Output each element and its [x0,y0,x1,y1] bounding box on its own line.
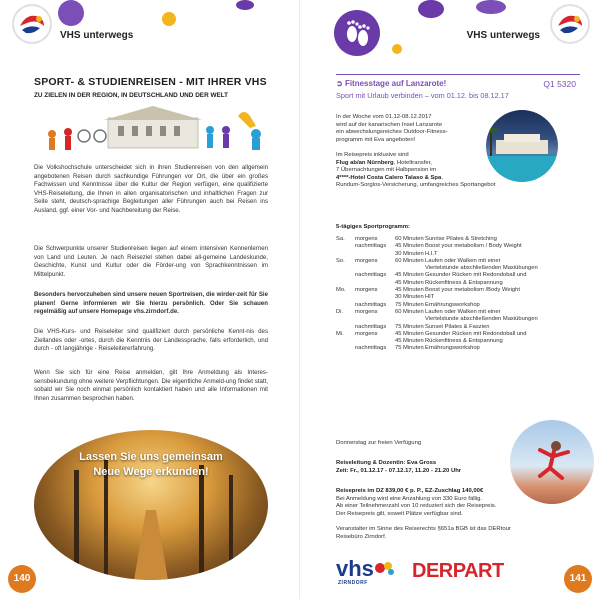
schedule-row [336,280,586,287]
partner-logos [336,558,536,590]
footprints-icon [334,10,380,56]
schedule-activity: Gesunder Rücken mit Redondoball und [425,330,527,337]
decor-dot-yellow [162,12,176,26]
schedule-duration: 45 Minuten [395,279,424,286]
schedule-duration: 45 Minuten [395,243,424,250]
schedule-time: morgens [355,330,378,337]
decor-dot-purple-2 [476,0,506,14]
schedule-day: Mo. [336,287,346,294]
vhs-logo-icon [14,6,50,42]
intro-text [336,114,448,144]
schedule-time: nachmittags [355,301,387,308]
schedule-duration: 45 Minuten [395,330,424,337]
schedule-activity: Viertelstunde abschließenden Maxiübungen [425,265,538,272]
decor-dot-purple [418,0,444,18]
schedule-day: Di. [336,308,344,315]
included-line: 7 Übernachtungen mit Halbpension im [336,167,437,174]
schedule-time: nachmittags [355,243,387,250]
included-line [336,175,495,183]
schedule-time: morgens [355,236,378,242]
feature-title [336,79,446,88]
schedule-activity: Boost your metabolism / Body Weight [425,243,522,250]
schedule-row [336,251,586,258]
time-line: Zeit: Fr., 01.12.17 - 07.12.17, 11.20 - 21.20 Uhr [336,467,462,474]
schedule-activity: H.I.T [425,250,438,257]
schedule-activity: Laufen oder Walken mit einer [425,308,501,315]
schedule-time: nachmittags [355,345,387,352]
included-text [336,152,495,190]
schedule-duration: 75 Minuten [395,301,424,308]
schedule-row [336,324,586,331]
cost-text [336,488,496,518]
right-header-title: VHS unterwegs [466,30,540,41]
included-line: Im Reisepreis inklusive sind [336,152,409,158]
arrow-icon: ➲ [336,79,345,88]
schedule-duration: 45 Minuten [395,338,424,345]
paragraph-4: Die VHS-Kurs- und Reiseleiter sind qualifiziert durch persönliche Kennt-nis des Ziellandes oder -ortes, durch die Kenntnis der Landessprache, falls erforderlich, und durch - oft langjährige - Reiseleitererfahrung. [34,328,268,353]
paragraph-1: Die Volkshochschule unterscheidet sich in ihren Studienreisen von den allgemein angebotenen Reisen durch sachkundige Führungen vor Ort, die über ein großes Fachwissen und Kenntnisse über die Kultur der Region verfügen, eine qualifizierte VHS-Reiseleitung, die Ihnen in allen organisatorischen und inhaltlichen Fragen zur Seite steht, deutsch-sprachige Begleitungen aller Führungen auch bei Reisen ins Ausland, ggf. einer Vor- und Nachbereitung der Reise. [34,164,268,214]
schedule-row [336,345,586,352]
left-header [0,0,300,62]
schedule-activity: Gesunder Rücken mit Redondoball und [425,272,527,279]
schedule-activity: Ernährungsworkshop [425,301,480,308]
intro-line: In der Woche vom 01.12-08.12.2017 [336,114,432,120]
schedule-time: morgens [355,257,378,264]
schedule-activity: Viertelstunde abschließenden Maxiübungen [425,316,538,323]
price-line: Reisepreis im DZ 839,00 € p. P., EZ-Zuschlag 140,00€ [336,488,484,494]
intro-line: programm mit Eva angeboten! [336,136,416,143]
sport-schedule [336,236,586,353]
schedule-day: So. [336,257,345,264]
feature-divider [336,74,580,75]
paragraph-2: Die Schwerpunkte unserer Studienreisen liegen auf einem intensiven Kennenlernen von Land und Leuten. Je nach Reiseziel stehen dabei all-gemeine Landeskunde, Geschichte, Kunst und Kultur oder die Förder-ung von Sprachkenntnissen im Mittelpunkt. [34,245,268,278]
schedule-row [336,302,586,309]
vhs-zirndorf-logo [336,558,396,588]
paragraph-5: Wenn Sie sich für eine Reise anmelden, gilt Ihre Anmeldung als Interes-sensbekundung ohne weitere Verpflichtungen. Die eigentliche Anmeld-ung findet statt, sobald wir Sie noch einmal persönlich kontaktiert haben und alle Informationen mit Ihnen zusammen besprochen haben. [34,369,268,402]
schedule-duration: 60 Minuten [395,236,424,242]
vhs-logo-subtext: ZIRNDORF [338,580,368,586]
vhs-logo-text: vhs [336,556,374,581]
page-heading: SPORT- & STUDIENREISEN - MIT IHRER VHS [34,76,267,88]
intro-line: ein abwechslungsreiches Outdoor-Fitness- [336,129,448,136]
schedule-row [336,265,586,272]
schedule-duration: 30 Minuten [395,294,424,301]
course-code: Q1 5320 [543,79,576,89]
schedule-duration: 60 Minuten [395,308,424,315]
schedule-duration: 75 Minuten [395,345,424,352]
hotel-name: 4****-Hotel Costa Calero Talaso & Spa [336,174,442,181]
schedule-row [336,316,586,323]
lead-line: Reiseleitung & Dozentin: Eva Gross [336,460,437,466]
schedule-row [336,258,586,265]
schedule-row [336,294,586,301]
photo-caption-line-1: Lassen Sie uns gemeinsam [79,451,223,463]
schedule-activity: Laufen oder Walken mit einer [425,257,501,264]
included-rest: , [441,174,443,181]
thursday-note: Donnerstag zur freien Verfügung [336,440,422,446]
schedule-day: Sa. [336,236,345,242]
travel-illustration [40,104,270,154]
schedule-activity: Sunrise Pilates & Stretching [425,236,497,242]
schedule-duration: 75 Minuten [395,323,424,330]
cost-line: Bei Anmeldung wird eine Anzahlung von 330 Euro fällig. [336,495,483,502]
autumn-forest-photo [34,430,268,580]
feature-title-text: Fitnesstage auf Lanzarote! [344,79,447,88]
included-rest: , Hoteltransfer, [393,159,432,166]
organizer-text [336,526,511,541]
page-number-right: 141 [564,565,592,593]
schedule-row [336,331,586,338]
fitness-woman-photo [510,420,594,504]
cost-line: Ab einer Teilnehmerzahl von 10 reduziert sich der Reisepreis. [336,503,497,510]
schedule-time: nachmittags [355,272,387,279]
organizer-line: Reisebüro Zirndorf. [336,533,387,540]
decor-dot-purple-small [236,0,254,10]
page-number-left: 140 [8,565,36,593]
schedule-activity: Rückenfitness & Entspannung [425,279,503,286]
feature-subtitle: Sport mit Urlaub verbinden – vom 01.12. bis 08.12.17 [336,91,509,100]
schedule-activity: Rückenfitness & Entspannung [425,338,503,345]
schedule-time: morgens [355,287,378,294]
paragraph-3: Besonders hervorzuheben sind unsere neuen Sportreisen, die wirder-zeit für Sie planen! Gerne informieren wir Sie hierzu persönlich. Oder Sie schauen regelmäßig auf unsere Homepage vhs.zirndorf.de. [34,291,268,316]
schedule-day: Mi. [336,330,344,337]
schedule-row [336,309,586,316]
derpart-logo: DERPART [412,560,504,582]
vhs-logo-icon [552,6,588,42]
schedule-row [336,243,586,250]
program-heading: 5-tägiges Sportprogramm: [336,224,410,230]
photo-caption-line-2: Neue Wege erkunden! [93,466,209,478]
schedule-time: morgens [355,308,378,315]
schedule-row [336,338,586,345]
included-line: Rundum-Sorglos-Versicherung, umfangreiches Sportangebot [336,182,496,189]
left-header-title: VHS unterwegs [60,30,134,41]
schedule-time: nachmittags [355,323,387,330]
hotel-resort-photo [486,110,558,182]
included-bold: Flug ab/an Nürnberg [336,159,394,166]
schedule-activity: Sunset Pilates & Faszien [425,323,490,330]
schedule-duration: 30 Minuten [395,250,424,257]
right-page [300,0,600,599]
schedule-row [336,272,586,279]
schedule-row [336,287,586,294]
decor-dot-purple [58,0,84,26]
schedule-duration: 45 Minuten [395,287,424,294]
decor-dot-yellow [392,44,402,54]
schedule-activity: Boost your metabolism /Body Weight [425,287,520,294]
schedule-duration: 60 Minuten [395,257,424,264]
vhs-logo-icon [374,560,396,576]
right-header [300,0,600,62]
cost-line: Der Reisepreis gilt, soweit Plätze verfügbar sind. [336,510,463,517]
intro-line: wird auf der kanarischen Insel Lanzarote [336,121,443,128]
organizer-line: Veranstalter im Sinne des Reiserechts §651a BGB ist das DERtour [336,526,511,532]
schedule-activity: HIT [425,294,435,301]
schedule-duration: 45 Minuten [395,272,424,279]
schedule-activity: Ernährungsworkshop [425,345,480,352]
page-subheading: ZU ZIELEN IN DER REGION, IN DEUTSCHLAND UND DER WELT [34,92,229,99]
photo-caption [34,450,268,480]
tour-lead [336,460,461,475]
schedule-row [336,236,586,243]
